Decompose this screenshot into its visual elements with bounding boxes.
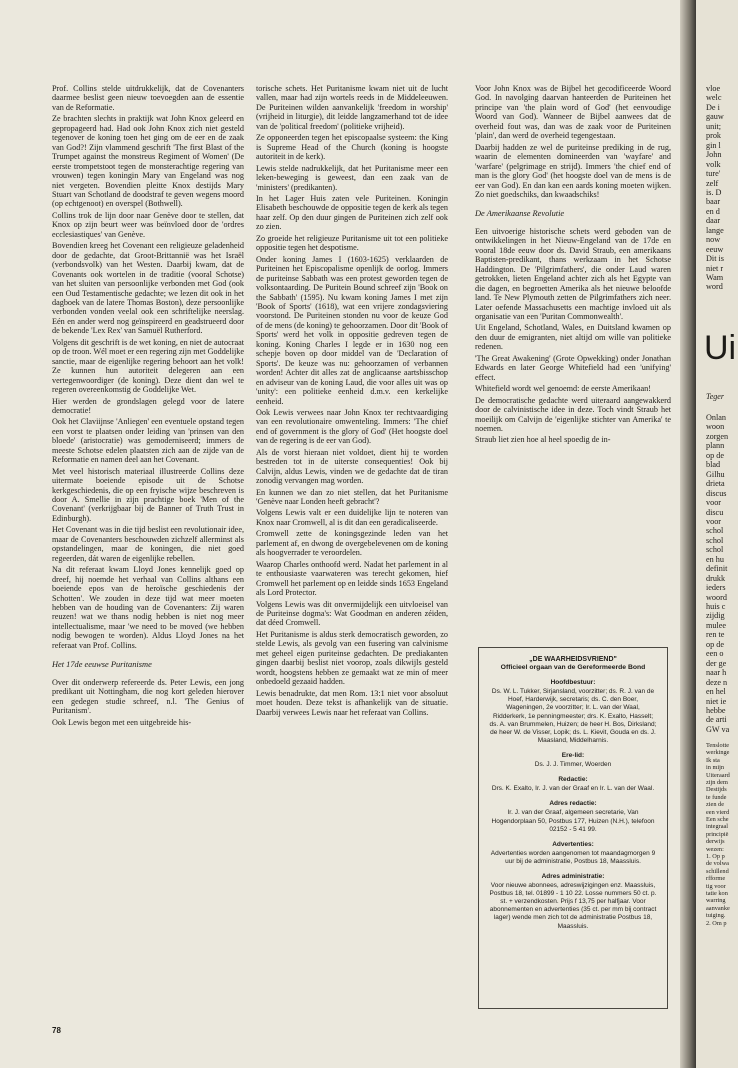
facing-page-line: zorgen bbox=[706, 431, 729, 441]
facing-page-line: naar h bbox=[706, 668, 727, 678]
facing-page-line: gin l bbox=[706, 140, 721, 150]
paragraph: Volgens Lewis was dit onvermijdelijk een uitvloeisel van de Puriteinse dogma's: Wat Goodman en anderen zéiden, dat déed Cromwell. bbox=[256, 599, 448, 628]
masthead-heading: Hoofdbestuur: bbox=[550, 679, 596, 687]
facing-page-line: niet ie bbox=[706, 696, 727, 706]
paragraph: Voor John Knox was de Bijbel het gecodificeerde Woord God. In navolging daarvan hanteerden de Puriteinen het principe van 'the plain word of God' (het eenvoudige Woord van God). Wanneer de Bijbel aanwees dat de overheid fout was, dan was de zaak voor de Puriteinen 'plain', dan werd de overheid tegengestaan. bbox=[475, 84, 671, 141]
facing-page-line: deze n bbox=[706, 677, 728, 687]
facing-page-line: is. D bbox=[706, 187, 722, 197]
paragraph: Waarop Charles onthoofd werd. Nadat het parlement in al te enthousiaste vaarwateren was terecht gekomen, hief Cromwell het parlement op en leidde sinds 1653 Engeland als Lord Protector. bbox=[256, 559, 448, 598]
facing-page-line: discus bbox=[706, 488, 727, 498]
masthead-text: Ir. J. van der Graaf, algemeen secretarie, Van Hogendorplaan 50, Postbus 177, Huizen (N.H.), telefoon 02152 - 5 41 99. bbox=[491, 809, 655, 833]
masthead-heading: Ere-lid: bbox=[561, 751, 585, 759]
paragraph: torische schets. Het Puritanisme kwam niet uit de lucht vallen, maar had zijn wortels reeds in de Middeleeuwen. De Puriteinen wilden aanvankelijk 'freedom in worship' (vrijheid in liturgie), dit leidde langzamerhand tot de idee van de 'political freedom' (politieke vrijheid). bbox=[256, 84, 448, 131]
paragraph: Collins trok de lijn door naar Genève door te stellen, dat Knox op zijn beurt weer was beïnvloed door de 'ordres ecclesiastiques' van Genève. bbox=[52, 210, 244, 239]
masthead-heading: Adres redactie: bbox=[549, 800, 597, 808]
paragraph: Uit Engeland, Schotland, Wales, en Duitsland kwamen op den duur de emigranten, niet altijd om wille van politieke redenen. bbox=[475, 323, 671, 352]
masthead-heading: Redactie: bbox=[558, 776, 588, 784]
paragraph: Daarbij hadden ze wel de puriteinse prediking in de rug, waarin de elementen domineerden van 'wayfare' and 'warfare' (pelgrimage en strijd). Immers 'the chief end of man is the glory God' (het hoogste doel van de mens is de eer van God). En dan kan een aards koning moeten wijken. Zo niet goedschiks, dan kwaadschiks! bbox=[475, 142, 671, 199]
facing-page-line: Onlan bbox=[706, 413, 727, 422]
facing-page-line: zijdig bbox=[706, 611, 725, 621]
facing-page-line: in mijn bbox=[706, 764, 725, 772]
facing-page-line: eeuw bbox=[706, 244, 724, 254]
book-gutter bbox=[680, 0, 696, 1068]
facing-page-line: een vierd bbox=[706, 808, 730, 816]
facing-page-line: baar bbox=[706, 197, 721, 207]
paragraph: Ze opponeerden tegen het episcopaalse systeem: the King is Supreme Head of the Church (koning is hoogste autoriteit in de kerk). bbox=[256, 133, 448, 162]
facing-page-line: warring bbox=[706, 897, 726, 905]
facing-page-line: en hu bbox=[706, 554, 724, 564]
facing-page-line: de arti bbox=[706, 715, 727, 725]
facing-page-line: schillend bbox=[706, 867, 729, 875]
masthead-subtitle: Officieel orgaan van de Gereformeerde Bond bbox=[500, 664, 646, 672]
paragraph: Cromwell zette de koningsgezinde leden van het parlement af, en dwong de overgebelevenen om de koning als hoogverrader te veroordelen. bbox=[256, 529, 448, 558]
facing-page-line: volk bbox=[706, 159, 721, 169]
section-heading-puritanism: Het 17de eeuwse Puritanisme bbox=[52, 660, 152, 670]
paragraph: Met veel historisch materiaal illustreerde Collins deze uitermate boeiende episode uit de Schotse kerkgeschiedenis, die op een fryische wijze beschreven is door A. Smellie in zijn prachtige boek 'Men of the Covenant' (verkrijgbaar bij de Banner of Truth Trust in Edinburgh). bbox=[52, 466, 244, 523]
masthead-heading: Advertenties: bbox=[552, 840, 594, 848]
facing-page-line: niet r bbox=[706, 263, 724, 273]
paragraph: 'The Great Awakening' (Grote Opwekking) onder Jonathan Edwards en later George Whitefield had een 'unifying' effect. bbox=[475, 353, 671, 382]
facing-page-line: wezen: bbox=[706, 845, 724, 853]
masthead-heading: Adres administratie: bbox=[541, 872, 605, 880]
facing-page-line: Tenslotte bbox=[706, 742, 729, 749]
facing-page-line: Dit is bbox=[706, 254, 724, 264]
paragraph: Ze brachten slechts in praktijk wat John Knox geleerd en gepropageerd had. Had ook John Knox zich niet gesteld tegenover de koning toen het ging om de eer en de zaak van God?! Zijn vlammend geschrift 'The first Blast of the Trumpet against the monstreus Regiment of Women' (De eerste trompetstoot tegen de monsterachtige regering van vrouwen) tegen koningin Mary van Engeland was nog niet vergeten. Bovendien pleitte Knox destijds Mary Stuart van Schotland de doodstraf te geven wegens moord (op echtgenoot) en overspel (Bothwell). bbox=[52, 114, 244, 209]
facing-page-line: woord bbox=[706, 592, 727, 602]
facing-page-line: drieta bbox=[706, 479, 725, 489]
facing-page-line: vloe bbox=[706, 84, 721, 93]
facing-page-line: Een sche bbox=[706, 816, 729, 823]
facing-page-line: ture' bbox=[706, 169, 721, 179]
paragraph: Bovendien kreeg het Covenant een religieuze geladenheid door de gedachte, dat Groot-Brittannië was het Israël (verbondsvolk) van het Westen. Daarbij kwam, dat de Covenants ook wortelen in de traditie (vooral Schotse) van het sluiten van persoonlijke verbonden met God (ook een Oud Testamentische gedachte; we lezen dit ook in het dagboek van de latere Thomas Boston), deze persoonlijke verbonden vonden veelal ook een schriftelijke neerslag. Eén en ander werd nog geïnspireerd en geadstrueerd door de bekende 'Lex Rex' van Samuël Rutherford. bbox=[52, 241, 244, 336]
article-column-1 bbox=[52, 84, 244, 1024]
facing-page-line: prok bbox=[706, 131, 722, 141]
masthead-text: Drs. K. Exalto, Ir. J. van der Graaf en Ir. L. van der Waal. bbox=[491, 785, 655, 793]
masthead-title: „DE WAARHEIDSVRIEND" bbox=[529, 656, 617, 663]
paragraph: Ook Lewis begon met een uitgebreide his- bbox=[52, 717, 192, 727]
facing-page-line: word bbox=[706, 282, 723, 292]
facing-page-line: drukk bbox=[706, 573, 726, 583]
paragraph: Hier werden de grondslagen gelegd voor de latere democratie! bbox=[52, 396, 244, 415]
facing-page-line: der ge bbox=[706, 658, 727, 668]
facing-page-line: John bbox=[706, 150, 722, 160]
facing-page-line: te funde bbox=[706, 793, 727, 801]
facing-page-fragment bbox=[696, 0, 738, 1068]
facing-page-line: de volwa bbox=[706, 860, 729, 868]
facing-page-line: 2. Om p bbox=[706, 919, 727, 927]
paragraph: Een uitvoerige historische schets werd geboden van de ontwikkelingen in het Nieuw-Engeland van de 17de en vooral 18de eeuw door ds. David Straub, een amerikaans Baptisten-predikant, thans werkzaam in het Schotse Haddington. De 'Pilgrimfathers', die onder Laud waren getrokken, lieten Engeland achter zich als het Egypte van die dagen, en begroetten Amerika als het nieuwe beloofde land. Te New Plymouth zetten de Pilgrimfathers zich neer. Later oefende Massachusetts een machtige invloed uit als organisatie van een 'Puritan Commonwealth'. bbox=[475, 226, 671, 321]
facing-page-line: Ik sta bbox=[706, 756, 720, 764]
facing-page-line: tig voor bbox=[706, 882, 726, 890]
masthead-text: Voor nieuwe abonnees, adreswijzigingen enz. Maassluis, Postbus 18, tel. 01899 - 1 10 22. Losse nummers 50 ct. p. st. + verzendkosten. Prijs f 13,75 per halfjaar. Voor abonnementen en advertenties (35 ct. per mm bij contract lager) wende men zich tot de administratie Postbus 18, Maassluis. bbox=[489, 882, 657, 930]
facing-page-line: op de bbox=[706, 639, 724, 649]
facing-page-line: integraal bbox=[706, 823, 729, 831]
facing-page-line: op de bbox=[706, 450, 724, 460]
paragraph: Lewis benadrukte, dat men Rom. 13:1 niet voor absoluut moet houden. Deze tekst is afhankelijk van de situatie. Daarbij verwees Lewis naar het referaat van Collins. bbox=[256, 688, 448, 717]
facing-page-line: werkinge bbox=[706, 749, 730, 757]
facing-page-line: zijn dem bbox=[706, 779, 728, 786]
facing-page-subheading: Teger bbox=[706, 392, 724, 401]
facing-page-line: Destijds bbox=[706, 786, 727, 794]
facing-page-line: tatie kon bbox=[706, 890, 728, 897]
page-number: 78 bbox=[52, 1026, 61, 1035]
facing-page-line: Uiteraard bbox=[706, 771, 730, 779]
masthead-text: Advertenties worden aangenomen tot maandagmorgen 9 uur bij de administratie, Postbus 18, Maassluis. bbox=[490, 849, 656, 865]
article-column-2 bbox=[256, 84, 448, 1029]
paragraph: Volgens dit geschrift is de wet koning, en niet de autocraat op de troon. Wél moet er een regering zijn met Goddelijke sanctie, maar de eigenlijke regering behoort aan het volk! Ze kunnen hun autoriteit delegeren aan een vertegenwoordiger (de koning). Deze dient dan wel te regeren overeenkomstig de Goddelijke Wet. bbox=[52, 337, 244, 395]
facing-page-line: unit; bbox=[706, 121, 722, 131]
facing-page-line: hebbe bbox=[706, 705, 726, 715]
facing-page-line: welc bbox=[706, 93, 722, 103]
masthead-text: Ds. J. J. Timmer, Woerden bbox=[534, 761, 612, 769]
paragraph: De democratische gedachte werd uiteraard aangewakkerd door de calvinistische idee in deze. Toch vindt Straub het moeilijk om Calvijn de 'eigenlijke stichter van Amerika' te noemen. bbox=[475, 395, 671, 433]
facing-page-line: De i bbox=[706, 102, 720, 112]
paragraph: In het Lager Huis zaten vele Puriteinen. Koningin Elisabeth beschouwde de oppositie tegen de kerk als tegen haar zelf. Op den duur gingen de Puriteinen zich zelf ook zo zien. bbox=[256, 193, 448, 232]
facing-page-line: lange bbox=[706, 225, 724, 235]
paragraph: Ook Lewis verwees naar John Knox ter rechtvaardiging van een revolutionaire omwenteling. Immers: 'The chief end of government is the glory of God' (Het hoogste doel van de regering is de eer van God). bbox=[256, 407, 448, 446]
paragraph: Na dit referaat kwam Lloyd Jones kennelijk goed op dreef, hij noemde het verhaal van Collins althans een boeiende epos van de heroïsche geschiedenis der Schotten'. We zouden in deze tijd wat meer moeten hebben van de houding van de Covenanters: Zij waren reuzen! wat we thans nodig hebben is niet nog meer intellectualisme, maar 'we need to be moved (we hebben nodig bewogen te worden). Aldus Lloyd Jones na het referaat van Prof. Collins. bbox=[52, 565, 244, 650]
facing-page-line: gauw bbox=[706, 112, 724, 122]
paragraph: Prof. Collins stelde uitdrukkelijk, dat de Covenanters daarmee beslist geen nieuw toevoegden aan de essentie van de Reformatie. bbox=[52, 84, 244, 112]
facing-page-line: aanvanke bbox=[706, 904, 730, 912]
paragraph: Als de vorst hieraan niet voldoet, dient hij te worden bestreden tot in de uiterste consequenties! Ook bij Calvijn, aldus Lewis, vinden we de gedachte dat de tiran zonodig vervangen mag worden. bbox=[256, 447, 448, 486]
facing-page-line: GW va bbox=[706, 724, 730, 734]
facing-page-line: een o bbox=[706, 649, 724, 659]
facing-page-line: derwijs bbox=[706, 838, 725, 846]
paragraph: Ook het Claviijnse 'Anliegen' een eventuele opstand tegen een vorst te plaatsen onder leiding van 'prinsen van den bloede' (aristocratie) was gemoderniseerd; immers de meeste Schotse edelen plaatsten zich aan de zijde van de Reformatie en namen deel aan het Covenant. bbox=[52, 417, 244, 465]
facing-page-line: 1. Op p bbox=[706, 853, 725, 860]
facing-page-line: schol bbox=[706, 535, 724, 545]
facing-page-line: mulee bbox=[706, 620, 727, 630]
facing-page-headline: Ui bbox=[704, 329, 737, 367]
facing-page-line: schol bbox=[706, 545, 724, 555]
paragraph: Zo groeide het religieuze Puritanisme uit tot een politieke oppositie tegen het despotisme. bbox=[256, 233, 448, 253]
facing-page-line: voor bbox=[706, 498, 722, 508]
facing-page-line: plann bbox=[706, 441, 725, 451]
facing-page-line: now bbox=[706, 235, 721, 245]
facing-page-line: en hel bbox=[706, 687, 726, 697]
facing-page-line: en d bbox=[706, 206, 720, 216]
facing-page-line: Gilhu bbox=[706, 469, 725, 479]
masthead-text: Ds. W. L. Tukker, Sirjansland, voorzitter; ds. R. J. van de Hoef, Harderwijk, secretaris; ds. C. den Boer, Wageningen, 2e voorzitter; Ir. L. van der Waal, Ridderkerk, 1e penningmeester; drs. K. Exalto, Hasselt; ds. A. van Brummelen, Huizen; de heer H. Bos, Dirksland; de heer W. de Visser, Lopik; ds. L. Kievit, Gouda en ds. J. Maasland, Middelharnis. bbox=[489, 688, 657, 744]
facing-page-line: Wam bbox=[706, 273, 724, 282]
facing-page-line: ieders bbox=[706, 583, 726, 593]
paragraph: Onder koning James I (1603-1625) verklaarden de Puriteinen het Episcopalisme openlijk de oorlog. Immers de puriteinse Sabbath was een protest geworden tegen de volksontaarding. De Puritein Bound schreef zijn 'Book on the Sabbath' (1595). Nu kwam koning James I met zijn 'Book of Sports' (1618), wat een vrijere zondagsviering voorstond. De Puriteinen stonden nu voor de keuze God of de mens (de koning) te gehoorzamen. Door dit 'Book of Sports' werd het volk in oppositie gedreven tegen de koning. Koning Charles I legde er in 1630 nog een schepje boven op door middel van de 'Declaration of Sports'. De keuze was nu: gehoorzamen of verbannen worden! Achter dit alles zat de anglicaanse aartsbisschop en adviseur van de koning Laud, die voor alles uit was op 'unity': een politieke eenheid d.m.v. een kerkelijke eenheid. bbox=[256, 254, 448, 406]
facing-page-line: zien de bbox=[706, 801, 725, 809]
facing-page-line: huis c bbox=[706, 602, 726, 611]
paragraph: Het Covenant was in die tijd beslist een revolutionair idee, maar de Covenanters beschouwden zichzelf allerminst als opstandelingen, maar de koningen, die niet goed regeerden, dát waren de eigenlijke rebellen. bbox=[52, 525, 244, 563]
facing-page-line: schol bbox=[706, 526, 724, 536]
facing-page-line: ren te bbox=[706, 630, 725, 640]
facing-page-line: principië bbox=[706, 830, 729, 838]
facing-page-line: tuiging. bbox=[706, 912, 726, 920]
facing-page-line: discu bbox=[706, 507, 724, 517]
paragraph: En kunnen we dan zo niet stellen, dat het Puritanisme 'Genève naar Londen heeft gebracht'? bbox=[256, 487, 448, 507]
section-heading-american-revolution: De Amerikaanse Revolutie bbox=[475, 209, 565, 219]
facing-page-line: woon bbox=[706, 422, 725, 432]
masthead-box bbox=[478, 647, 668, 1009]
paragraph: Straub liet zien hoe al heel spoedig de in- bbox=[475, 435, 611, 445]
facing-page-line: zelf bbox=[706, 178, 719, 188]
paragraph: Lewis stelde nadrukkelijk, dat het Puritanisme meer een leken-beweging is geweest, dan een zaak van de 'ministers' (predikanten). bbox=[256, 163, 448, 192]
paragraph: Het Puritanisme is aldus sterk democratisch geworden, zo stelde Lewis, als gevolg van een fusering van calvinisme met geheel eigen puriteinse gedachten. De prediakanten gingen daarbij beslist niet voorop, zoals dikwijls gesteld wordt, hoogstens hebben ze gemaakt wat ze min of meer onbedoeld gezaaid hadden. bbox=[256, 629, 448, 687]
paragraph: Whitefield wordt wel genoemd: de eerste Amerikaan! bbox=[475, 384, 651, 394]
paragraph: Volgens Lewis valt er een duidelijke lijn te noteren van Knox naar Cromwell, al is dit dan een geradicaliseerde. bbox=[256, 508, 448, 527]
facing-page-line: rfforme bbox=[706, 875, 726, 883]
paragraph: Over dit onderwerp refereerde ds. Peter Lewis, een jong predikant uit Nottingham, die nog kort geleden hierover een gedegen studie schreef, n.l. 'The Genius of Puritanism'. bbox=[52, 677, 244, 716]
article-column-3 bbox=[475, 84, 671, 624]
facing-page-line: daar bbox=[706, 216, 721, 226]
facing-page-line: voor bbox=[706, 516, 722, 526]
facing-page-line: definit bbox=[706, 564, 728, 574]
facing-page-line: blad bbox=[706, 460, 721, 470]
